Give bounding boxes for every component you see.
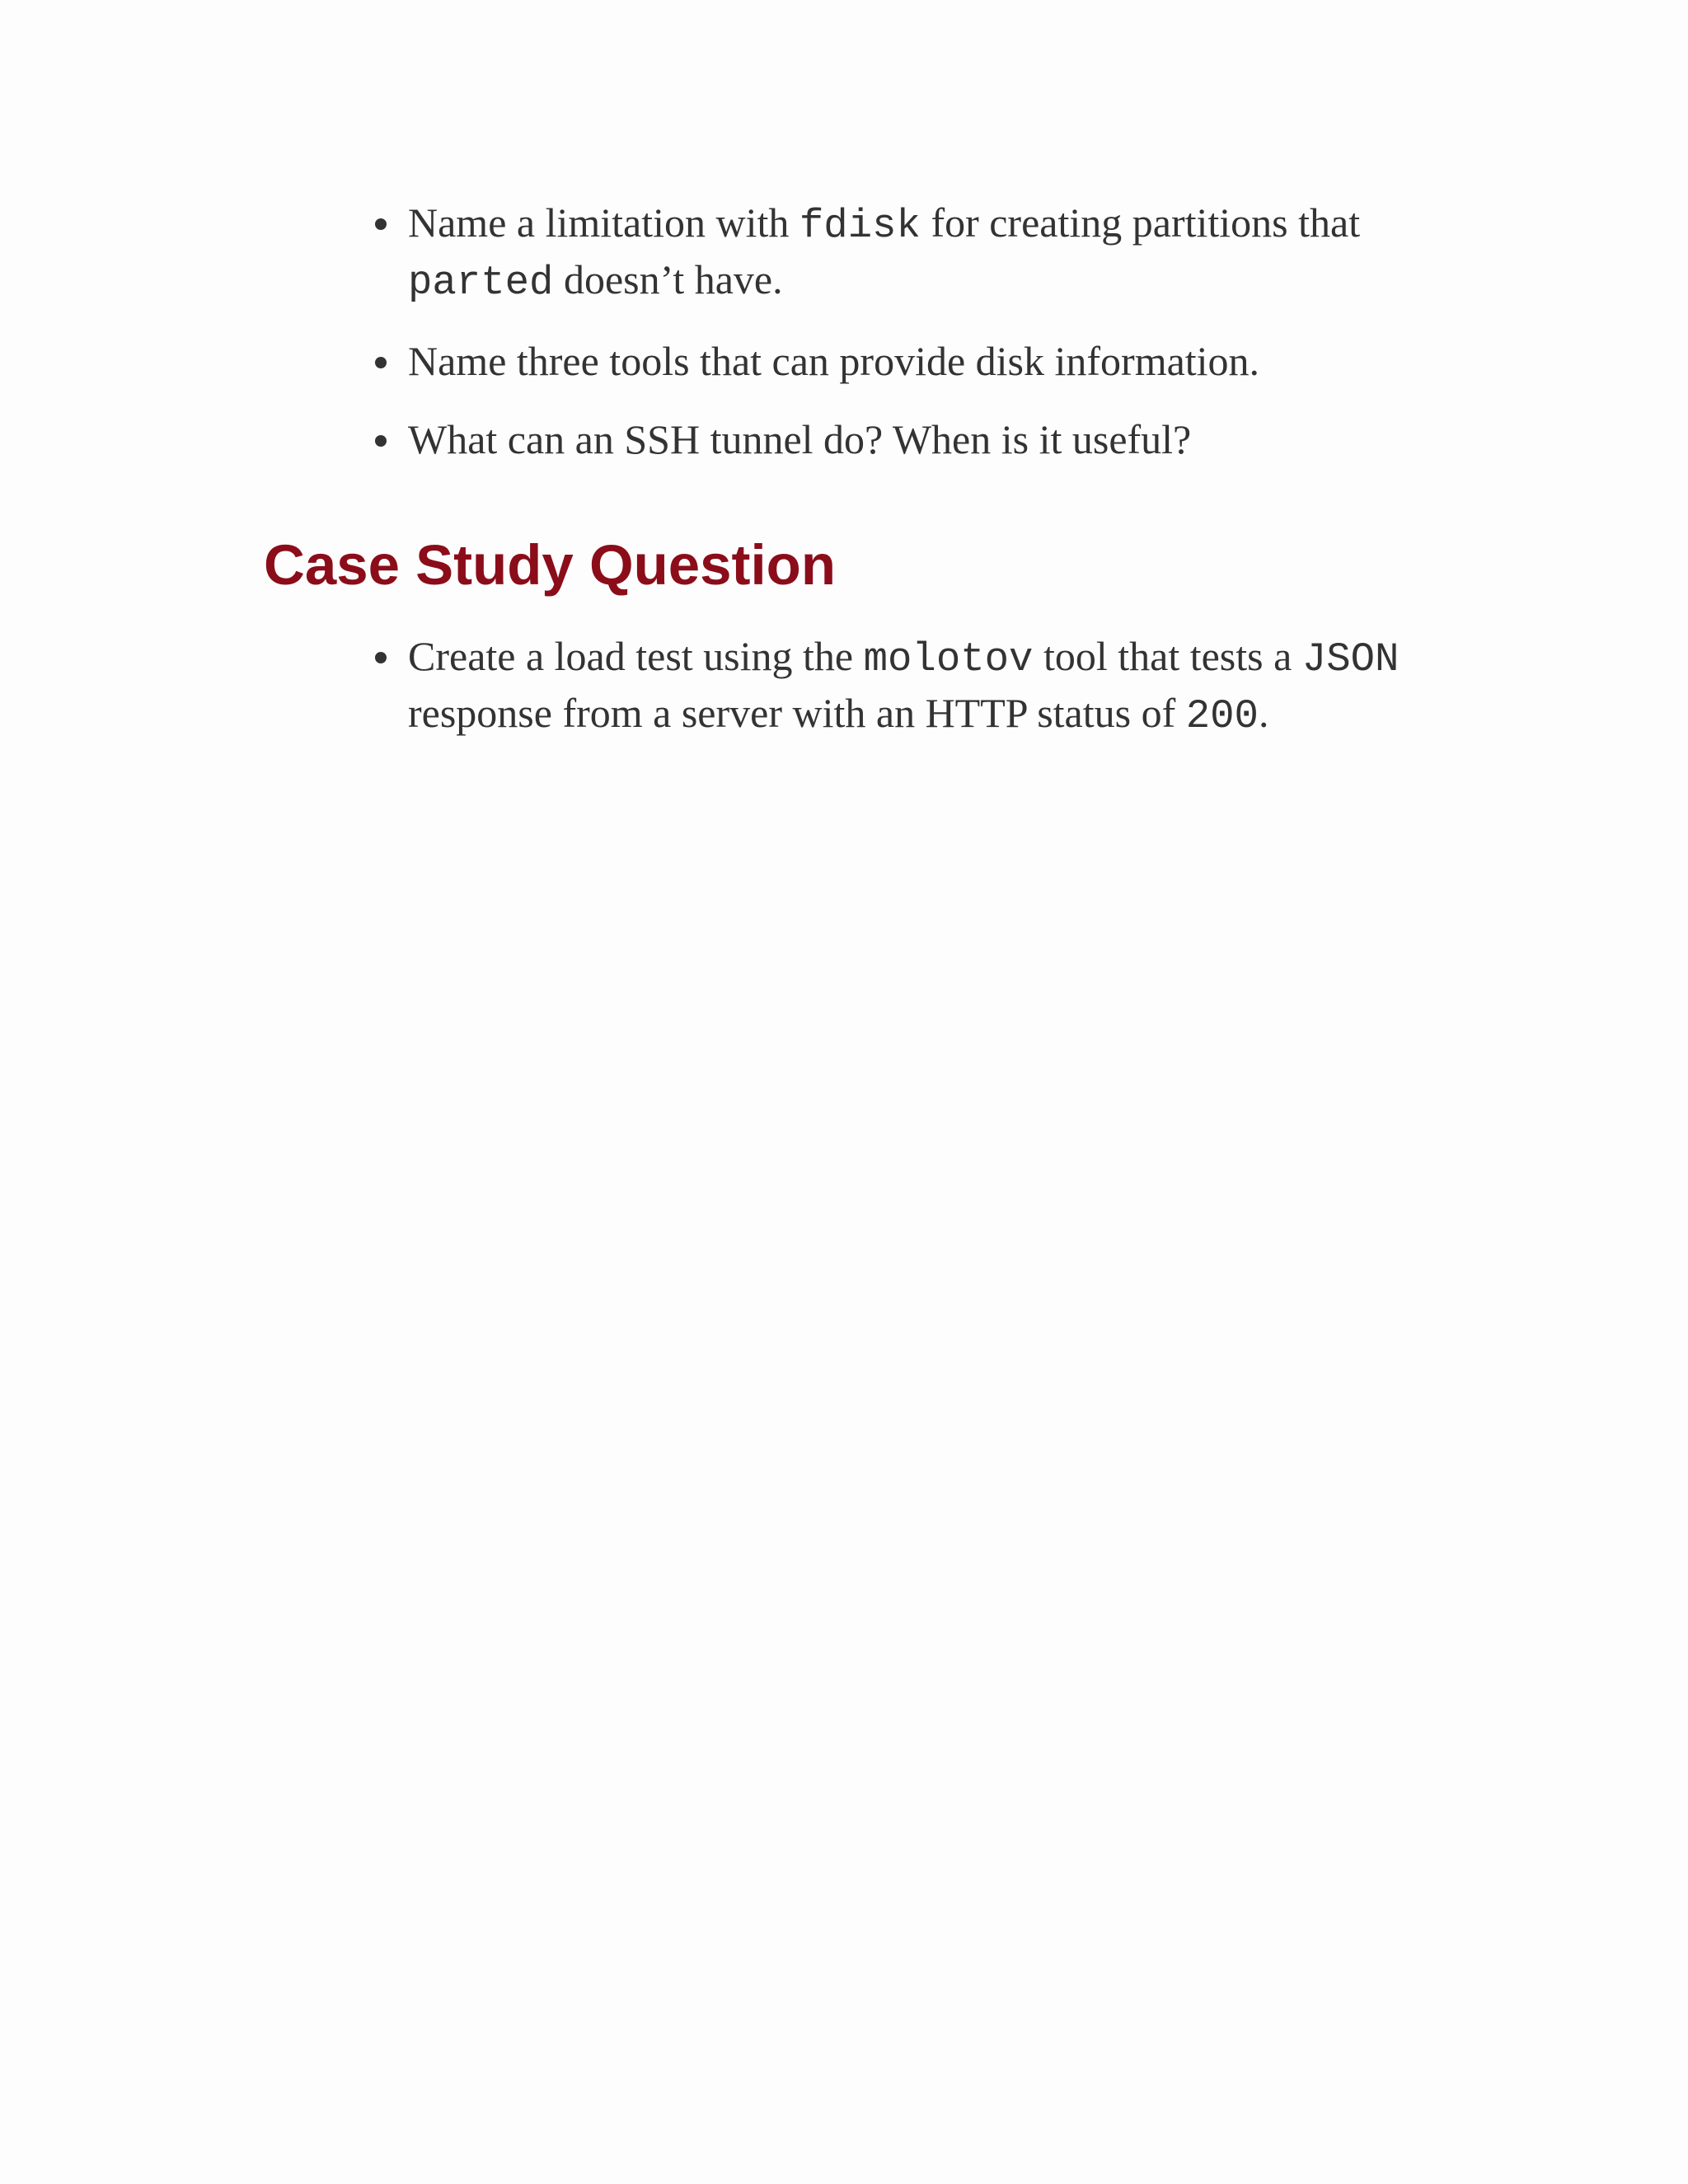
question-text: tool that tests a [1033, 633, 1302, 679]
page-content [264, 196, 1434, 768]
bullet-icon [375, 357, 387, 368]
bullet-icon [375, 652, 387, 663]
list-item [408, 335, 1434, 388]
review-question-list [264, 196, 1434, 466]
bullet-icon [375, 435, 387, 447]
list-item [408, 630, 1434, 743]
section-heading: Case Study Question [264, 533, 836, 597]
inline-code: fdisk [799, 203, 921, 249]
bullet-icon [375, 218, 387, 230]
question-text: . [1258, 690, 1269, 736]
question-text: response from a server with an HTTP status of [408, 690, 1186, 736]
question-text: doesn’t have. [553, 256, 783, 302]
question-text: for creating partitions that [920, 199, 1361, 246]
question-text: What can an SSH tunnel do? When is it useful? [408, 416, 1192, 462]
question-text: Name three tools that can provide disk information. [408, 338, 1260, 384]
list-item [408, 196, 1434, 310]
question-text: Create a load test using the [408, 633, 864, 679]
inline-code: JSON [1301, 636, 1400, 682]
question-text: Name a limitation with [408, 199, 799, 246]
list-item [408, 413, 1434, 466]
inline-code: molotov [863, 636, 1034, 682]
case-study-question-list [264, 630, 1434, 743]
inline-code: parted [408, 260, 554, 306]
inline-code: 200 [1185, 693, 1259, 739]
